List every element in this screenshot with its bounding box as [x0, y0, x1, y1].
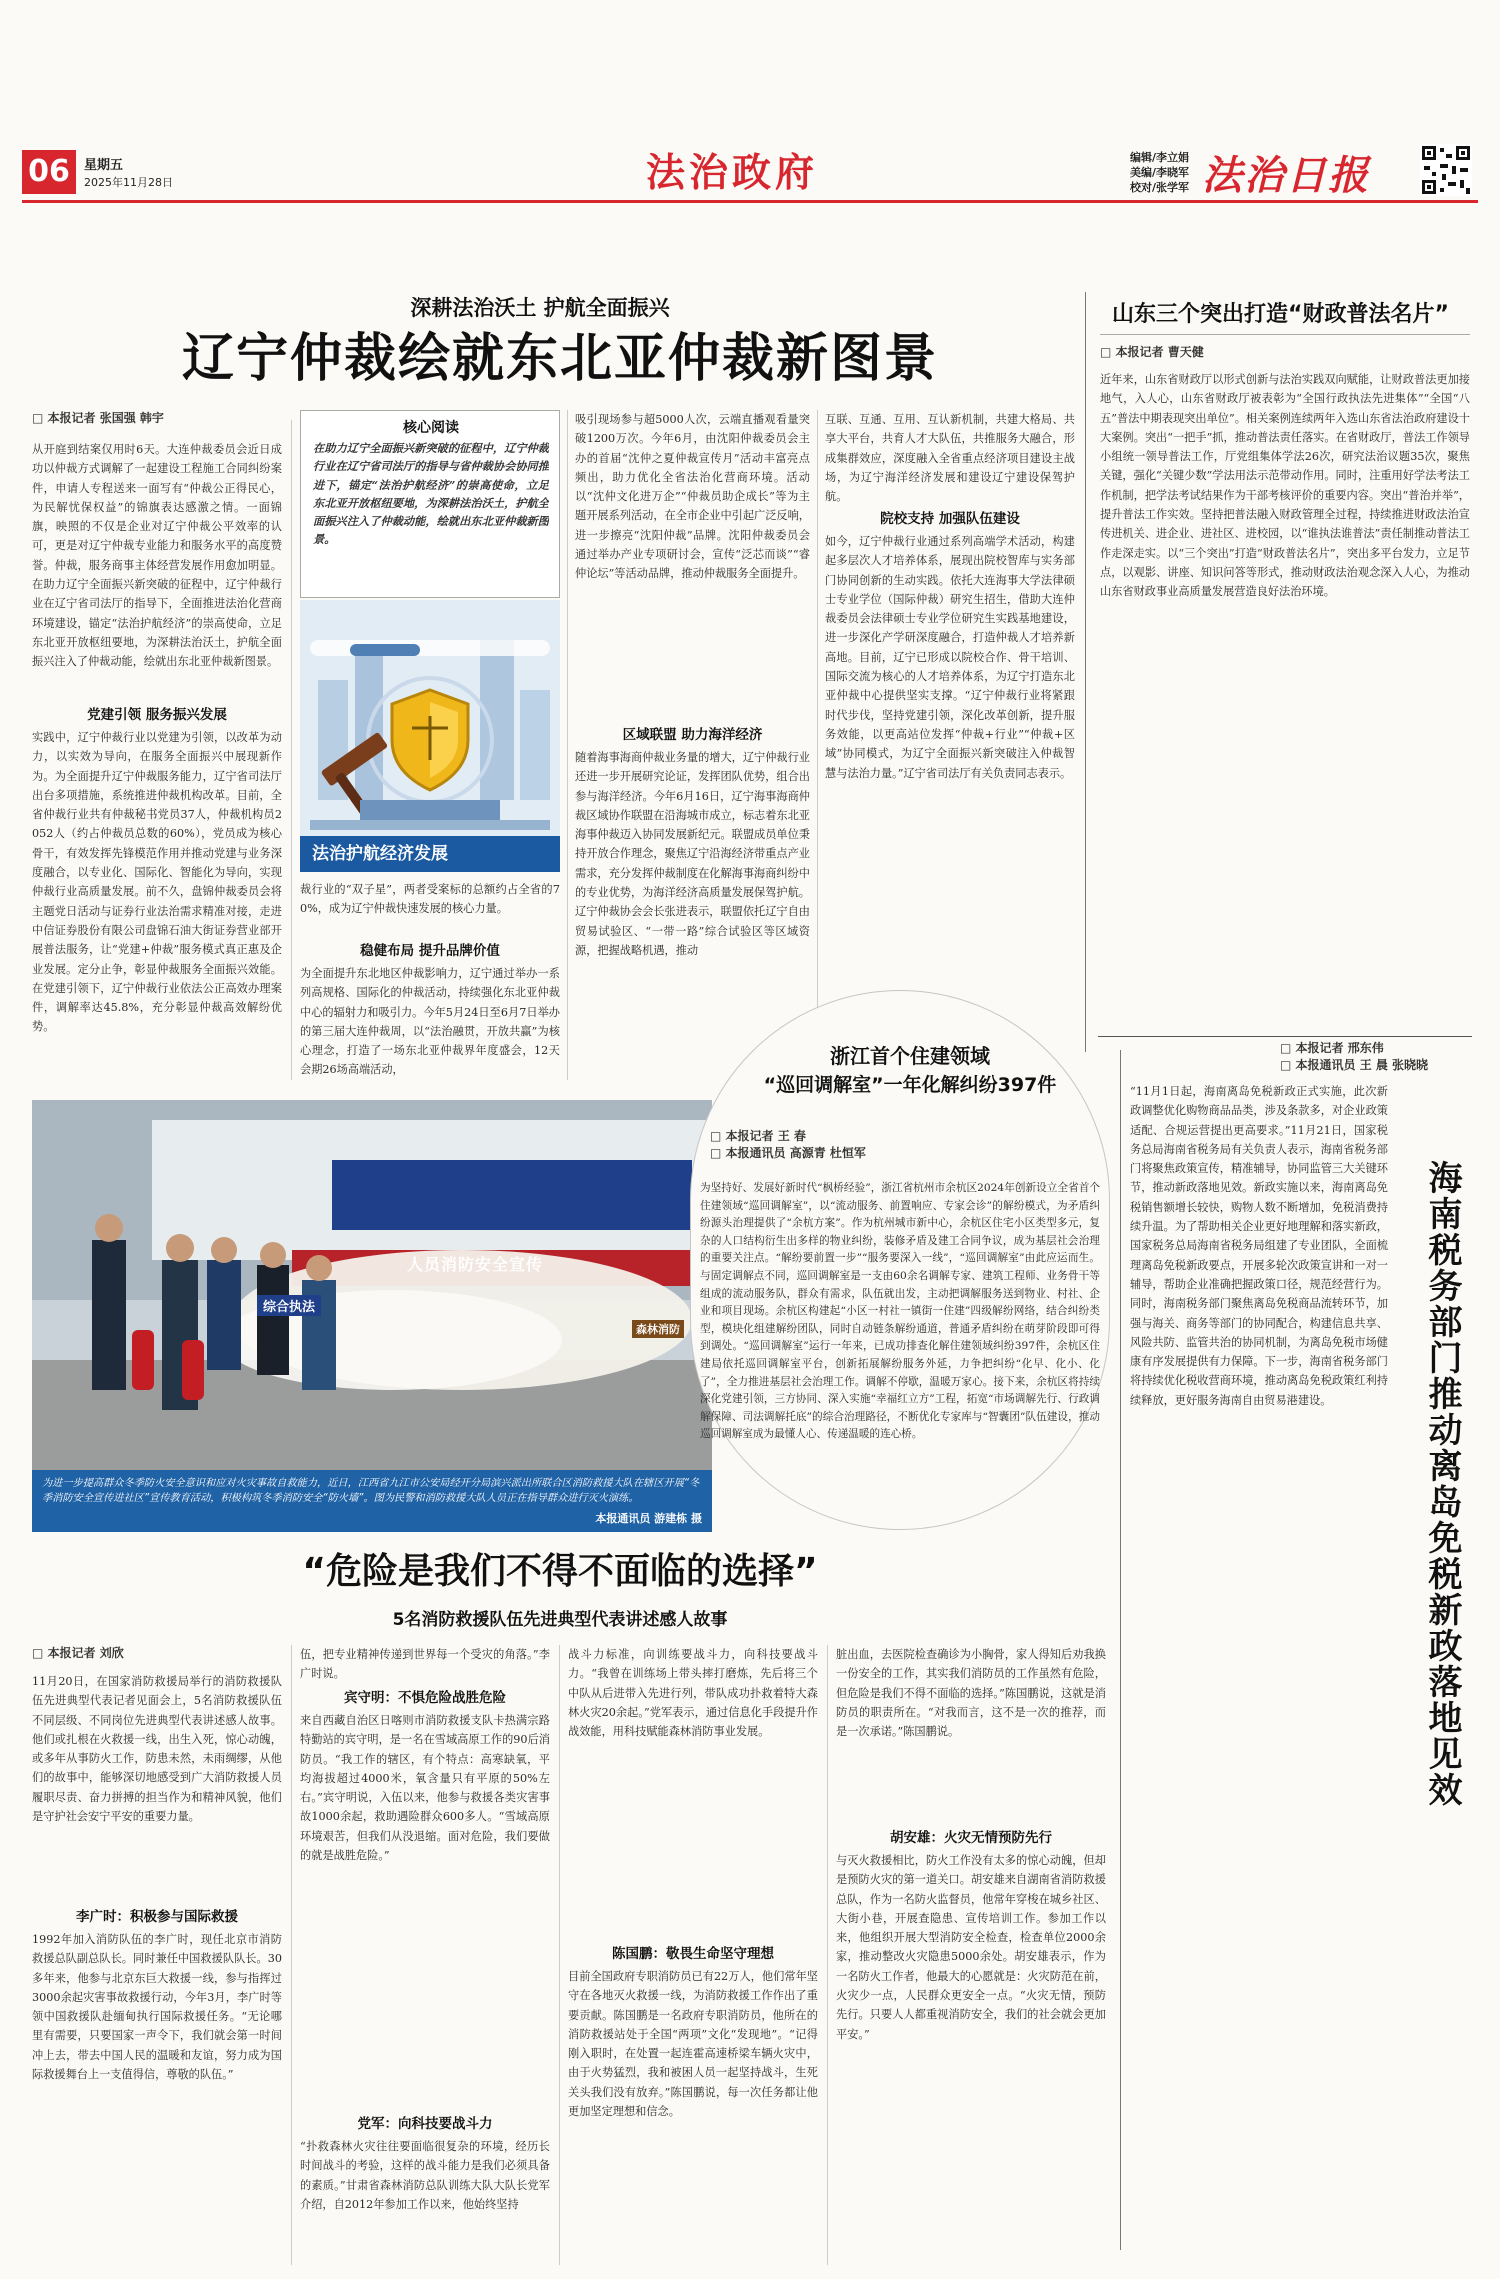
subhead-maritime-alliance: 区域联盟 助力海洋经济 [622, 727, 763, 743]
credit-designer: 美编/李晓军 [1130, 166, 1190, 179]
fire-drill-scene [32, 1100, 712, 1470]
fire-col3-text: 战斗力标准，向训练要战斗力，向科技要战斗力。“我曾在训练场上带头摔打磨炼，先后将三个中队从后进带入先进行列，带队成功扑救着特大森林火灾20余起。”党军表示，通过信息化手段提升作战效能，用科技赋能森林消防事业发展。 [568, 1648, 818, 1739]
hainan-byline: □ 本报记者 邢东伟 □ 本报通讯员 王 晨 张晓晓 [1280, 1041, 1429, 1072]
main-kicker: 深耕法治沃土 护航全面振兴 [410, 296, 670, 320]
photo-sign-law: 综合执法 [257, 1295, 321, 1316]
subhead-dang-jun: 党军：向科技要战斗力 [357, 2116, 493, 2132]
fire-byline: □ 本报记者 刘欣 [32, 1646, 124, 1660]
main-col2c-text: 为全面提升东北地区仲裁影响力，辽宁通过举办一系列高规格、国际化的仲裁活动，持续强化东北亚仲裁中心的辐射力和吸引力。今年5月24日至6月7日举办的第三届大连仲裁周，以“法治融贯，开放共赢”为核心理念，打造了一场东北亚仲裁界年度盛会，12天会期26场高端活动， [300, 967, 560, 1077]
core-reading-box [300, 410, 560, 598]
zhejiang-text: 为坚持好、发展好新时代“枫桥经验”，浙江省杭州市余杭区2024年创新设立全省首个住建领域“巡回调解室”，以“流动服务、前置响应、专家会诊”的解纷模式，为矛盾纠纷源头治理提供了“余杭方案”。作为杭州城市新中心，余杭区住宅小区类型多元，复杂的人口结构衍生出多样的物业纠纷，装修矛盾及建工合同争议，成为基层社会治理的重要关注点。“解纷要前置一步”“服务要深入一线”，“巡回调解室”由此应运而生。与固定调解点不同，巡回调解室是一支由60余名调解专家、建筑工程师、业务骨干等组成的流动服务队，群众有需求，队伍就出发，主动把调解服务送到物业、村社、企业和项目现场。余杭区构建起“小区一村社一镇街一住建”四级解纷网络，结合纠纷类型，模块化组建解纷团队，同时自动链条解纷通道，普通矛盾纠纷在萌芽阶段即可得到调处。“巡回调解室”运行一年来，已成功排查化解住建领域纠纷397件，余杭区住建局依托巡回调解室平台，创新拓展解纷服务外延，力争把纠纷“化早、化小、化了”，全力推进基层社会治理工作。调解不停歇，温暖万家心。接下来，余杭区将持续深化党建引领，三方协同、深入实施“幸福红立方”工程，拓宽“市场调解先行、行政调解保障、司法调解托底”的综合治理路径，不断优化专家库与“智囊团”队伍建设，推动巡回调解室成为最懂人心、传递温暖的连心桥。 [700, 1182, 1100, 1441]
core-reading-text: 在助力辽宁全面振兴新突破的征程中，辽宁仲裁行业在辽宁省司法厅的指导与省仲裁协会协同推进下，锚定“法治护航经济”的崇高使命，立足东北亚开放枢纽要地，为深耕法治沃土，护航全面振兴注入了仲裁动能，绘就出东北亚仲裁新图景。 [313, 441, 549, 547]
main-headline: 辽宁仲裁绘就东北亚仲裁新图景 [181, 329, 938, 389]
main-byline: □ 本报记者 张国强 韩宇 [32, 411, 164, 425]
main-col4-text: 互联、互通、互用、互认新机制，共建大格局、共享大平台，共育人才大队伍，共推服务大融合，形成集群效应，深度融入全省重点经济项目建设主战场，为辽宁海洋经济发展和建设辽宁建设保驾护航。 [825, 413, 1075, 504]
photo-credit: 本报通讯员 游建栋 摄 [595, 1512, 702, 1525]
shandong-byline: □ 本报记者 曹天健 [1100, 345, 1204, 359]
hainan-vertical-headline: 海南税务部门推动离岛免税新政落地见效 [1422, 1160, 1462, 1808]
page-number-badge: 06 [22, 150, 76, 194]
credit-proofreader: 校对/张学军 [1130, 181, 1190, 194]
main-col3b-text: 随着海事海商仲裁业务量的增大，辽宁仲裁行业还进一步开展研究论证，发挥团队优势，组合出参与海洋经济。今年6月16日，辽宁海事海商仲裁区域协作联盟在沿海城市成立，标志着东北亚海事仲裁迈入协同发展新纪元。联盟成员单位秉持开放合作理念，聚焦辽宁沿海经济带重点产业需求，充分发挥仲裁制度在化解海事海商纠纷中的专业优势，为海洋经济高质量发展保驾护航。辽宁仲裁协会会长张进表示，联盟依托辽宁自由贸易试验区、“一带一路”综合试验区等区域资源，把握战略机遇，推动 [575, 751, 810, 957]
fire-col4-text: 脏出血，去医院检查确诊为小胸骨，家人得知后劝我换一份安全的工作，其实我们消防员的工作虽然有危险，但危险是我们不得不面临的选择。”陈国鹏说，这就是消防员的职责所在。“对我而言，这不是一次的推荐，而是一次承诺。”陈国鹏说。 [836, 1648, 1106, 1739]
credits [1130, 150, 1189, 195]
subhead-academy-support: 院校支持 加强队伍建设 [880, 511, 1020, 527]
illustration-caption: 法治护航经济发展 [300, 836, 560, 872]
fire-col1b-text: 1992年加入消防队伍的李广时，现任北京市消防救援总队副总队长。同时兼任中国救援队队长。30多年来，他参与北京东巨大救援一线，参与指挥过3000余起灾害事故救援行动，今年3月，李广时等领中国救援队赴缅甸执行国际救援任务。“无论哪里有需要，只要国家一声令下，我们就会第一时间冲上去，带去中国人民的温暖和友谊，努力成为国际救援舞台上一支值得信，尊敬的队伍。” [32, 1933, 282, 2082]
fire-drill-photo [32, 1100, 712, 1470]
zhejiang-headline-2: “巡回调解室”一年化解纠纷397件 [763, 1074, 1057, 1096]
fire-col1-text: 11月20日，在国家消防救援局举行的消防救援队伍先进典型代表记者见面会上，5名消防救援队伍不同层级、不同岗位先进典型代表讲述感人故事。他们或扎根在火救援一线，出生入死，惊心动魄，或多年从事防火工作，防患未然，未雨绸缪，从他们的故事中，能够深切地感受到广大消防救援人员履职尽责、奋力拼搏的担当作为和精神风貌，他们是守护社会安宁平安的重要力量。 [32, 1675, 282, 1824]
economy-illustration [300, 600, 560, 872]
main-col3-text: 吸引现场参与超5000人次，云端直播观看量突破1200万次。今年6月，由沈阳仲裁委员会主办的首届“沈仲之夏仲裁宣传月”活动丰富亮点频出，助力优化全省法治化营商环境。活动以“沈仲文化进万企”“仲裁员助企成长”等为主题开展系列活动，在全市企业中引起广泛反响，进一步擦亮“沈阳仲裁”品牌。沈阳仲裁委员会通过举办产业专项研讨会，宣传“泛芯而谈”“睿仲论坛”等活动品牌，推动仲裁服务全面提升。 [575, 413, 810, 581]
main-col1b-text: 实践中，辽宁仲裁行业以党建为引领，以改革为动力，以实效为导向，在服务全面振兴中展现新作为。为全面提升辽宁仲裁服务能力，辽宁省司法厅出台多项措施，系统推进仲裁机构改革。目前，全省仲裁行业共有仲裁秘书党员37人，仲裁机构员2052人（约占仲裁员总数的60%），党员成为核心骨干，有效发挥先锋模范作用并推动党建与业务深度融合，以专业化、国际化、智能化为导向，实现仲裁行业高质量发展。前不久，盘锦仲裁委员会将主题党日活动与证券行业法治需求精准对接，走进中信证券股份有限公司盘锦石油大街证券营业部开展普法服务，让“党建+仲裁”服务模式真正惠及企业发展。定分止争，彰显仲裁服务全面振兴效能。在党建引领下，辽宁仲裁行业依法公正高效办理案件，调解率达45.8%，充分彰显仲裁高效解纷优势。 [32, 731, 282, 1034]
section-title: 法治政府 [645, 150, 818, 196]
fire-headline: “危险是我们不得不面临的选择” [302, 1551, 818, 1592]
page-date: 2025年11月28日 [84, 176, 173, 189]
photo-caption: 为进一步提高群众冬季防火安全意识和应对火灾事故自救能力，近日，江西省九江市公安局经开分局滨兴派出所联合区消防救援大队在辖区开展“冬季消防安全宣传进社区”宣传教育活动，积极构筑冬季消防安全“防火墙”。图为民警和消防救援大队人员正在指导群众进行灭火演练。 [42, 1478, 700, 1504]
main-col1-text: 从开庭到结案仅用时6天。大连仲裁委员会近日成功以仲裁方式调解了一起建设工程施工合同纠纷案件，申请人专程送来一面写有“仲裁公正得民心，为民解忧保权益”的锦旗表达感激之情。一面锦旗，映照的不仅是企业对辽宁仲裁公平效率的认可，更是对辽宁仲裁专业能力和服务水平的高度赞誉。仲裁，服务商事主体经营发展作用愈加明显。在助力辽宁全面振兴新突破的征程中，辽宁仲裁行业在辽宁省司法厅的指导下，全面推进法治化营商环境建设，锚定“法治护航经济”的崇高使命，立足东北亚开放枢纽要地，为深耕法治沃土，护航全面振兴注入了仲裁动能，绘就出东北亚仲裁新图景。 [32, 443, 282, 669]
zhejiang-byline: □ 本报记者 王 春 □ 本报通讯员 高源青 杜恒军 [710, 1129, 866, 1160]
hainan-text: “11月1日起，海南离岛免税新政正式实施，此次新政调整优化购物商品品类，涉及条款多，对企业政策适配、合规运营提出更高要求。”11月21日，国家税务总局海南省税务局有关负责人表示，海南省税务部门将聚焦政策宣传，精准辅导，协同监管三大关键环节，推动新政落地见效。新政实施以来，海南离岛免税销售额增长较快，购物人数不断增加，免税消费持续升温。为了帮助相关企业更好地理解和落实新政，国家税务总局海南省税务局组建了专业团队，全面梳理离岛免税新政要点，开展多轮次政策宣讲和一对一辅导，帮助企业准确把握政策口径，规范经营行为。同时，海南税务部门聚焦离岛免税商品流转环节，加强与海关、商务等部门的协同配合，构建信息共享、风险共防、监管共治的协同机制，为离岛免税市场健康有序发展提供有力保障。下一步，海南省税务部门将持续优化税收营商环境，推动离岛免税政策红利持续释放，更好服务海南自由贸易港建设。 [1130, 1085, 1388, 1407]
fire-col2c-text: “扑救森林火灾往往要面临很复杂的环境，经历长时间战斗的考验，这样的战斗能力是我们必须具备的素质。”甘肃省森林消防总队训练大队大队长党军介绍，自2012年参加工作以来，他始终坚持 [300, 2140, 550, 2211]
shandong-text: 近年来，山东省财政厅以形式创新与法治实践双向赋能，让财政普法更加接地气，入人心，山东省财政厅被表彰为“全国行政执法先进集体”“全国“八五”普法中期表现突出单位”。相关案例连续两年入选山东省法治政府建设十大案例。突出“一把手”抓，推动普法责任落实。在省财政厅，普法工作领导小组统一领导普法工作，厅党组集体学法26次，研究法治议题35次，聚焦关键，强化“关键少数”学法用法示范带动作用。同时，注重用好学法考法工作机制，把学法考试结果作为干部考核评价的重要内容。突出“普治并举”，提升普法工作实效。坚持把普法融入财政管理全过程，持续推进财政法治宣传进机关、进企业、进社区、进校园，以“谁执法谁普法”责任制推动普法工作走深走实。以“三个突出”打造“财政普法名片”，突出多平台发力，立足节点，以观影、讲座、知识问答等形式，推动财政法治观念深入人心，为推动山东省财政事业高质量发展营造良好法治环境。 [1100, 373, 1470, 599]
subhead-party-building: 党建引领 服务振兴发展 [87, 707, 227, 723]
zhejiang-headline: 浙江首个住建领域 [830, 1044, 990, 1068]
subhead-chen-guopeng: 陈国鹏：敬畏生命坚守理想 [612, 1946, 774, 1962]
qr-code-icon [1420, 144, 1472, 196]
city-justice-illustration [300, 600, 560, 872]
shandong-headline: 山东三个突出打造“财政普法名片” [1112, 302, 1449, 327]
fire-subtitle: 5名消防救援队伍先进典型代表讲述感人故事 [392, 1610, 728, 1630]
main-col4b-text: 如今，辽宁仲裁行业通过系列高端学术活动，构建起多层次人才培养体系，展现出院校智库与实务部门协同创新的生动实践。依托大连海事大学法律硕士专业学位（国际仲裁）研究生招生，借助大连仲裁委员会法律硕士专业学位研究生实践基地建设，进一步深化产学研深度融合，打造仲裁人才培养新高地。目前，辽宁已形成以院校合作、骨干培训、国际交流为核心的人才培养体系，为辽宁打造东北亚仲裁中心提供坚实支撑。“辽宁仲裁行业将紧跟时代步伐，坚持党建引领，深化改革创新，提升服务效能，以更高站位发挥“仲裁+行业”“仲裁+区域”协同模式，为辽宁全面振兴新突破注入仲裁智慧与法治力量。”辽宁省司法厅有关负责同志表示。 [825, 535, 1075, 780]
masthead-logo: 法治日报 [1202, 152, 1370, 199]
page-weekday: 星期五 [84, 158, 124, 173]
photo-caption-box [32, 1470, 712, 1532]
page-header [22, 150, 1478, 204]
photo-sign-forest: 森林消防 [632, 1320, 684, 1338]
subhead-brand-value: 稳健布局 提升品牌价值 [360, 943, 500, 959]
fire-col2b-text: 来自西藏自治区日喀则市消防救援支队卡热满宗路特勤站的宾守明，是一名在雪域高原工作的90后消防员。“我工作的辖区，有个特点：高寒缺氧，平均海拔超过4000米，氧含量只有平原的50%左右。”宾守明说，入伍以来，他参与救援各类灾害事故1000余起，救助遇险群众600多人。“雪域高原环境艰苦，但我们从没退缩。面对危险，我们要做的就是战胜危险。” [300, 1714, 550, 1863]
fire-col2-text: 伍，把专业精神传递到世界每一个受灾的角落。”李广时说。 [300, 1648, 550, 1681]
photo-sign-fire: 人员消防安全宣传 [407, 1255, 544, 1274]
subhead-hu-anxiong: 胡安雄：火灾无情预防先行 [890, 1830, 1052, 1846]
fire-col4b-text: 与灭火救援相比，防火工作没有太多的惊心动魄，但却是预防火灾的第一道关口。胡安雄来自湖南省消防救援总队，作为一名防火监督员，他常年穿梭在城乡社区、大街小巷，开展查隐患、宣传培训工作。参加工作以来，他组织开展大型消防安全检查，检查单位2000余家，推动整改火灾隐患5000余处。胡安雄表示，作为一名防火工作者，他最大的心愿就是：火灾防范在前，火灾少一点，人民群众更安全一点。“火灾无情，预防先行。只要人人都重视消防安全，我们的社会就会更加平安。” [836, 1854, 1106, 2041]
main-col2b-text: 裁行业的“双子星”，两者受案标的总额约占全省的70%，成为辽宁仲裁快速发展的核心力量。 [300, 883, 560, 916]
subhead-bin-shouming: 宾守明：不惧危险战胜危险 [344, 1690, 506, 1706]
credit-editor: 编辑/李立娟 [1130, 151, 1190, 164]
subhead-li-guangshi: 李广时：积极参与国际救援 [76, 1909, 238, 1925]
fire-col3b-text: 目前全国政府专职消防员已有22万人，他们常年坚守在各地灭火救援一线，为消防救援工作作出了重要贡献。陈国鹏是一名政府专职消防员，他所在的消防救援站处于全国“两项”文化“发现地”。“记得刚入职时，在处置一起连霍高速桥梁车辆火灾中，由于火势猛烈，我和被困人员一起坚持战斗，生死关头我们没有放弃。”陈国鹏说，每一次任务都让他更加坚定理想和信念。 [568, 1970, 818, 2119]
core-reading-title: 核心阅读 [403, 420, 459, 436]
